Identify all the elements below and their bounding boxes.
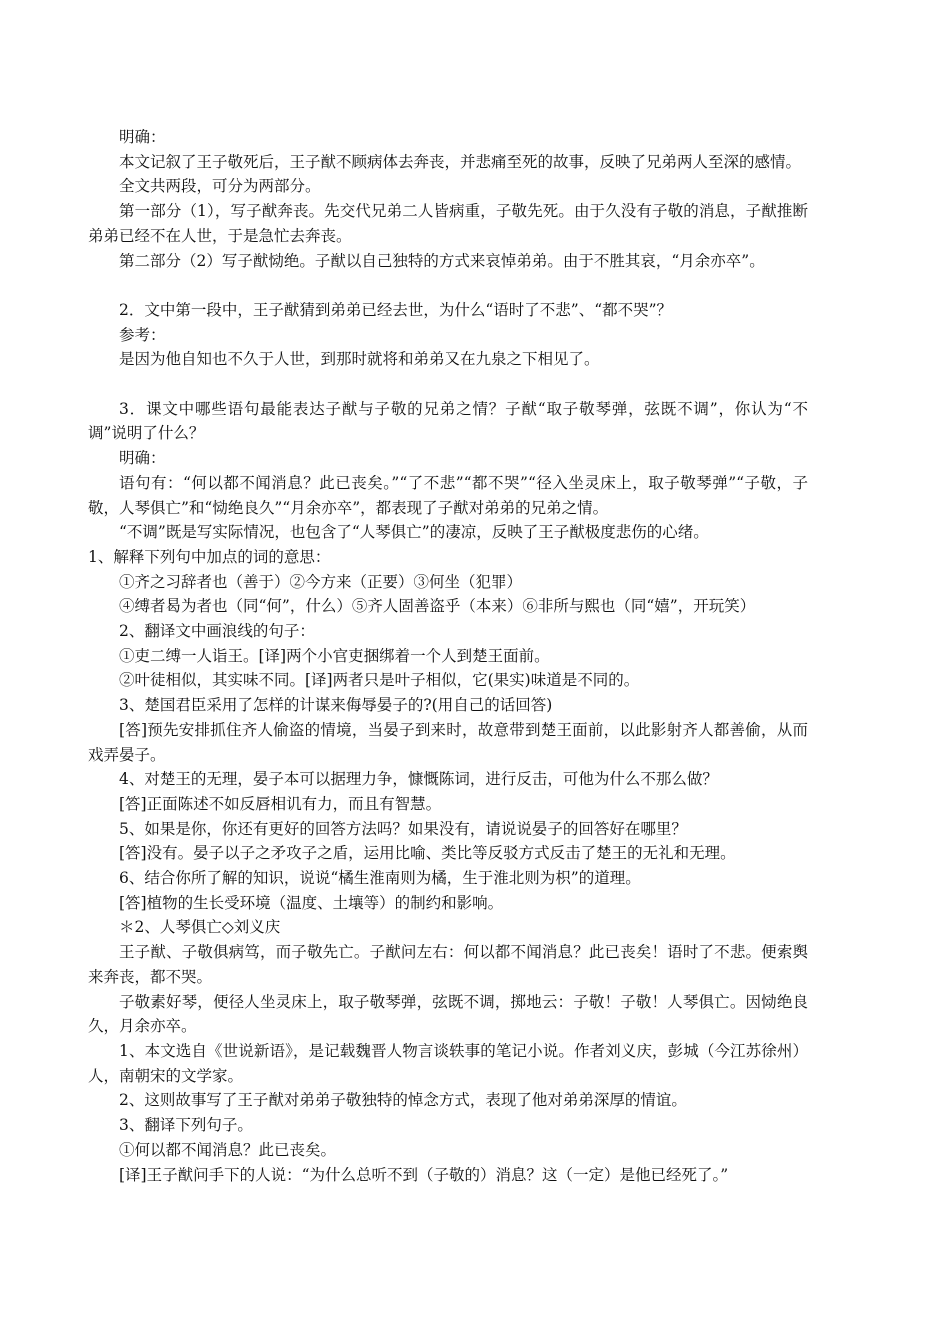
answer: “不调”既是写实际情况，也包含了“人琴俱亡”的凄凉，反映了王子猷极度悲伤的心绪。 bbox=[119, 523, 709, 542]
paragraph: 本文记叙了王子敬死后，王子猷不顾病体去奔丧，并悲痛至死的故事，反映了兄弟两人至深的感情。 bbox=[119, 152, 802, 171]
paragraph: 参考： bbox=[119, 325, 166, 344]
paragraph: 明确： bbox=[119, 128, 166, 146]
document-body bbox=[88, 125, 808, 1187]
answer: [答]没有。晏子以子之矛攻子之盾，运用比喻、类比等反驳方式反击了楚王的无礼和无理。 bbox=[119, 844, 736, 863]
question: 4、对楚王的无理，晏子本可以据理力争，慷慨陈词，进行反击，可他为什么不那么做？ bbox=[119, 770, 718, 789]
paragraph: 全文共两段，可分为两部分。 bbox=[119, 177, 321, 196]
paragraph: 第一部分（1），写子猷奔丧。先交代兄弟二人皆病重，子敬先死。由于久没有子敬的消息，子猷推断弟弟已经不在人世，于是急忙去奔丧。 bbox=[88, 202, 808, 245]
question: 5、如果是你，你还有更好的回答方法吗？如果没有，请说说晏子的回答好在哪里？ bbox=[119, 819, 687, 838]
classical-text: 子敬素好琴，便径人坐灵床上，取子敬琴弹，弦既不调，掷地云：子敬！子敬！人琴俱亡。因恸绝良久，月余亦卒。 bbox=[88, 992, 808, 1036]
blank-line bbox=[88, 273, 808, 298]
question: 1、解释下列句中加点的词的意思： bbox=[88, 547, 331, 566]
answer: [答]植物的生长受环境（温度、土壤等）的制约和影响。 bbox=[119, 893, 504, 912]
question: 6、结合你所了解的知识，说说“橘生淮南则为橘，生于淮北则为枳”的道理。 bbox=[119, 869, 641, 888]
blank-line bbox=[88, 372, 808, 397]
classical-text: 王子猷、子敬俱病笃，而子敬先亡。子猷问左右：何以都不闻消息？此已丧矣！语时了不悲。便索舆来奔丧，都不哭。 bbox=[88, 943, 808, 986]
answer: 语句有：“何以都不闻消息？此已丧矣。”“了不悲”“都不哭”“径入坐灵床上，取子敬琴弹”“子敬，子敬，人琴俱亡”和“恸绝良久”“月余亦卒”，都表现了子猷对弟弟的兄弟之情。 bbox=[88, 473, 808, 517]
paragraph: 明确： bbox=[119, 449, 166, 468]
question: 3、翻译下列句子。 bbox=[119, 1116, 253, 1135]
paragraph: ②叶徒相似，其实味不同。[译]两者只是叶子相似，它(果实)味道是不同的。 bbox=[119, 671, 640, 690]
question: 3、楚国君臣采用了怎样的计谋来侮辱晏子的?(用自己的话回答) bbox=[119, 696, 553, 715]
paragraph: 1、本文选自《世说新语》，是记载魏晋人物言谈轶事的笔记小说。作者刘义庆，彭城（今江苏徐州）人，南朝宋的文学家。 bbox=[88, 1041, 808, 1085]
paragraph: 第二部分（2）写子猷恸绝。子猷以自己独特的方式来哀悼弟弟。由于不胜其哀，“月余亦卒”。 bbox=[119, 251, 765, 270]
answer: 是因为他自知也不久于人世，到那时就将和弟弟又在九泉之下相见了。 bbox=[119, 350, 600, 369]
question: 2．文中第一段中，王子猷猜到弟弟已经去世，为什么“语时了不悲”、“都不哭”？ bbox=[119, 300, 673, 319]
answer: [答]正面陈述不如反唇相讥有力，而且有智慧。 bbox=[119, 794, 442, 813]
paragraph: ①齐之习辞者也（善于）②今方来（正要）③何坐（犯罪） bbox=[119, 572, 523, 591]
paragraph: 2、这则故事写了王子猷对弟弟子敬独特的悼念方式，表现了他对弟弟深厚的情谊。 bbox=[119, 1091, 687, 1110]
answer: [译]王子猷问手下的人说：“为什么总听不到（子敬的）消息？这（一定）是他已经死了。” bbox=[119, 1165, 729, 1184]
question: 3．课文中哪些语句最能表达子猷与子敬的兄弟之情？子猷“取子敬琴弹，弦既不调”，你认为“不调”说明了什么？ bbox=[88, 399, 808, 443]
paragraph: ①何以都不闻消息？此已丧矣。 bbox=[119, 1140, 337, 1159]
question: 2、翻译文中画浪线的句子： bbox=[119, 622, 315, 641]
section-title: ＊2、人琴俱亡◇刘义庆 bbox=[119, 918, 281, 937]
answer: [答]预先安排抓住齐人偷盗的情境，当晏子到来时，故意带到楚王面前，以此影射齐人都善偷，从而戏弄晏子。 bbox=[88, 720, 808, 764]
paragraph: ④缚者曷为者也（同“何”，什么）⑤齐人固善盗乎（本来）⑥非所与熙也（同“嬉”，开玩笑） bbox=[119, 597, 756, 616]
paragraph: ①吏二缚一人诣王。[译]两个小官吏捆绑着一个人到楚王面前。 bbox=[119, 646, 550, 665]
